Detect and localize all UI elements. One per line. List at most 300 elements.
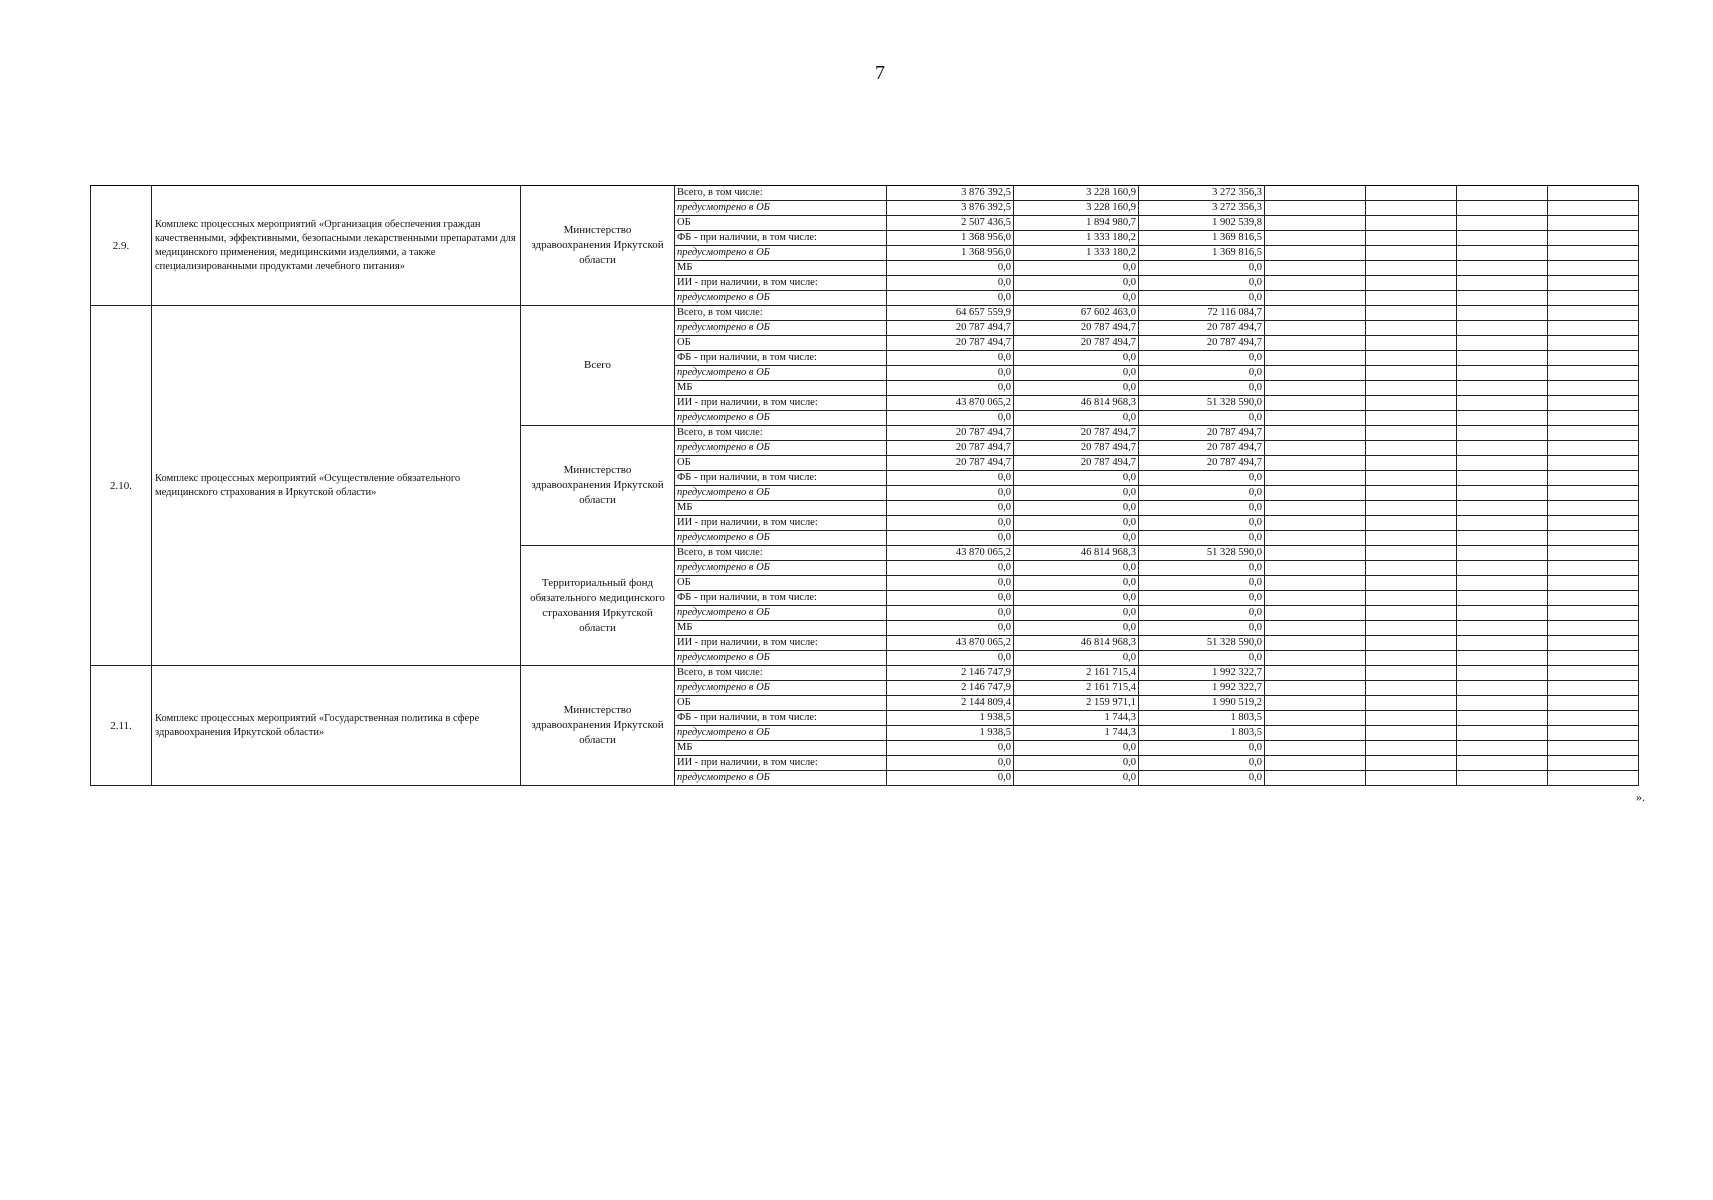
empty-cell [1457,576,1548,591]
empty-cell [1548,771,1639,786]
amount-cell: 0,0 [1139,381,1265,396]
empty-cell [1548,531,1639,546]
empty-cell [1366,501,1457,516]
empty-cell [1548,216,1639,231]
amount-cell: 43 870 065,2 [887,546,1014,561]
block-index: 2.9. [91,186,152,306]
amount-cell: 0,0 [1014,411,1139,426]
empty-cell [1457,726,1548,741]
amount-cell: 0,0 [1139,411,1265,426]
empty-cell [1548,201,1639,216]
amount-cell: 2 144 809,4 [887,696,1014,711]
executor-name: Министерство здравоохранения Иркутской области [521,426,675,546]
empty-cell [1457,321,1548,336]
amount-cell: 2 161 715,4 [1014,666,1139,681]
amount-cell: 0,0 [887,606,1014,621]
empty-cell [1548,381,1639,396]
empty-cell [1265,366,1366,381]
empty-cell [1457,741,1548,756]
empty-cell [1366,531,1457,546]
amount-cell: 72 116 084,7 [1139,306,1265,321]
empty-cell [1265,501,1366,516]
empty-cell [1548,711,1639,726]
empty-cell [1548,681,1639,696]
source-label: предусмотрено в ОБ [675,411,887,426]
amount-cell: 0,0 [887,501,1014,516]
empty-cell [1457,231,1548,246]
empty-cell [1265,261,1366,276]
empty-cell [1265,561,1366,576]
empty-cell [1548,546,1639,561]
table-row [91,666,1639,681]
empty-cell [1457,516,1548,531]
empty-cell [1548,666,1639,681]
amount-cell: 0,0 [1139,366,1265,381]
source-label: ФБ - при наличии, в том числе: [675,591,887,606]
amount-cell: 0,0 [1014,651,1139,666]
empty-cell [1457,486,1548,501]
empty-cell [1548,741,1639,756]
amount-cell: 20 787 494,7 [887,321,1014,336]
empty-cell [1366,291,1457,306]
empty-cell [1265,426,1366,441]
amount-cell: 20 787 494,7 [1014,441,1139,456]
executor-name: Всего [521,306,675,426]
amount-cell: 0,0 [1014,471,1139,486]
empty-cell [1548,291,1639,306]
empty-cell [1366,486,1457,501]
amount-cell: 67 602 463,0 [1014,306,1139,321]
empty-cell [1366,396,1457,411]
amount-cell: 3 272 356,3 [1139,186,1265,201]
amount-cell: 0,0 [887,621,1014,636]
amount-cell: 0,0 [887,576,1014,591]
empty-cell [1366,366,1457,381]
amount-cell: 46 814 968,3 [1014,396,1139,411]
empty-cell [1366,726,1457,741]
empty-cell [1366,276,1457,291]
amount-cell: 2 159 971,1 [1014,696,1139,711]
amount-cell: 1 369 816,5 [1139,246,1265,261]
empty-cell [1265,321,1366,336]
empty-cell [1366,576,1457,591]
amount-cell: 0,0 [1139,501,1265,516]
source-label: предусмотрено в ОБ [675,366,887,381]
empty-cell [1265,231,1366,246]
empty-cell [1457,681,1548,696]
source-label: ОБ [675,216,887,231]
amount-cell: 1 744,3 [1014,711,1139,726]
amount-cell: 1 990 519,2 [1139,696,1265,711]
empty-cell [1265,681,1366,696]
empty-cell [1457,276,1548,291]
amount-cell: 20 787 494,7 [1014,321,1139,336]
empty-cell [1548,651,1639,666]
amount-cell: 51 328 590,0 [1139,636,1265,651]
source-label: МБ [675,501,887,516]
amount-cell: 43 870 065,2 [887,396,1014,411]
empty-cell [1265,516,1366,531]
empty-cell [1366,561,1457,576]
financing-table [90,185,1639,786]
empty-cell [1366,681,1457,696]
empty-cell [1548,396,1639,411]
empty-cell [1548,276,1639,291]
amount-cell: 3 876 392,5 [887,201,1014,216]
source-label: ОБ [675,336,887,351]
empty-cell [1457,396,1548,411]
empty-cell [1265,336,1366,351]
empty-cell [1366,666,1457,681]
amount-cell: 0,0 [887,261,1014,276]
amount-cell: 0,0 [1139,486,1265,501]
source-label: предусмотрено в ОБ [675,246,887,261]
amount-cell: 0,0 [1139,471,1265,486]
empty-cell [1457,651,1548,666]
source-label: предусмотрено в ОБ [675,531,887,546]
empty-cell [1366,471,1457,486]
empty-cell [1457,666,1548,681]
empty-cell [1548,456,1639,471]
amount-cell: 1 894 980,7 [1014,216,1139,231]
empty-cell [1548,621,1639,636]
amount-cell: 1 992 322,7 [1139,681,1265,696]
source-label: Всего, в том числе: [675,666,887,681]
empty-cell [1366,636,1457,651]
empty-cell [1265,306,1366,321]
amount-cell: 2 161 715,4 [1014,681,1139,696]
amount-cell: 0,0 [1014,771,1139,786]
amount-cell: 0,0 [1139,531,1265,546]
executor-name: Министерство здравоохранения Иркутской области [521,186,675,306]
source-label: предусмотрено в ОБ [675,606,887,621]
amount-cell: 64 657 559,9 [887,306,1014,321]
amount-cell: 1 368 956,0 [887,231,1014,246]
empty-cell [1457,756,1548,771]
amount-cell: 3 876 392,5 [887,186,1014,201]
amount-cell: 0,0 [1014,486,1139,501]
amount-cell: 0,0 [887,486,1014,501]
empty-cell [1265,726,1366,741]
source-label: Всего, в том числе: [675,186,887,201]
source-label: предусмотрено в ОБ [675,441,887,456]
empty-cell [1457,426,1548,441]
amount-cell: 0,0 [1139,261,1265,276]
amount-cell: 0,0 [887,591,1014,606]
empty-cell [1548,726,1639,741]
empty-cell [1366,321,1457,336]
amount-cell: 46 814 968,3 [1014,636,1139,651]
amount-cell: 0,0 [887,741,1014,756]
empty-cell [1548,351,1639,366]
source-label: ФБ - при наличии, в том числе: [675,471,887,486]
empty-cell [1457,501,1548,516]
source-label: ОБ [675,576,887,591]
executor-name: Министерство здравоохранения Иркутской области [521,666,675,786]
amount-cell: 1 333 180,2 [1014,231,1139,246]
empty-cell [1548,426,1639,441]
empty-cell [1366,231,1457,246]
amount-cell: 1 938,5 [887,711,1014,726]
empty-cell [1366,336,1457,351]
amount-cell: 0,0 [1139,516,1265,531]
amount-cell: 0,0 [1014,756,1139,771]
empty-cell [1548,186,1639,201]
empty-cell [1457,216,1548,231]
empty-cell [1366,756,1457,771]
empty-cell [1457,336,1548,351]
empty-cell [1265,456,1366,471]
amount-cell: 0,0 [1014,591,1139,606]
amount-cell: 1 938,5 [887,726,1014,741]
amount-cell: 20 787 494,7 [887,336,1014,351]
empty-cell [1265,216,1366,231]
empty-cell [1265,291,1366,306]
empty-cell [1366,651,1457,666]
source-label: предусмотрено в ОБ [675,681,887,696]
empty-cell [1366,411,1457,426]
empty-cell [1548,231,1639,246]
empty-cell [1366,741,1457,756]
amount-cell: 2 146 747,9 [887,681,1014,696]
amount-cell: 0,0 [887,531,1014,546]
empty-cell [1548,501,1639,516]
empty-cell [1457,201,1548,216]
amount-cell: 1 803,5 [1139,711,1265,726]
amount-cell: 1 992 322,7 [1139,666,1265,681]
amount-cell: 20 787 494,7 [1139,321,1265,336]
empty-cell [1366,201,1457,216]
source-label: предусмотрено в ОБ [675,651,887,666]
source-label: предусмотрено в ОБ [675,321,887,336]
amount-cell: 0,0 [1139,651,1265,666]
source-label: ИИ - при наличии, в том числе: [675,396,887,411]
amount-cell: 20 787 494,7 [887,441,1014,456]
empty-cell [1548,471,1639,486]
amount-cell: 20 787 494,7 [887,456,1014,471]
amount-cell: 0,0 [1139,291,1265,306]
empty-cell [1265,621,1366,636]
amount-cell: 0,0 [1014,381,1139,396]
empty-cell [1366,546,1457,561]
empty-cell [1457,441,1548,456]
empty-cell [1265,276,1366,291]
amount-cell: 1 744,3 [1014,726,1139,741]
amount-cell: 0,0 [1014,501,1139,516]
empty-cell [1548,246,1639,261]
empty-cell [1366,711,1457,726]
empty-cell [1265,351,1366,366]
source-label: ИИ - при наличии, в том числе: [675,756,887,771]
empty-cell [1548,261,1639,276]
empty-cell [1548,306,1639,321]
source-label: предусмотрено в ОБ [675,291,887,306]
empty-cell [1265,471,1366,486]
block-name: Комплекс процессных мероприятий «Государственная политика в сфере здравоохранения Иркутской области» [152,666,521,786]
block-name: Комплекс процессных мероприятий «Организация обеспечения граждан качественными, эффективными, безопасными лекарственными препаратами для медицинского применения, медицинскими изделиями, а также специализированными продуктами лечебного питания» [152,186,521,306]
empty-cell [1265,546,1366,561]
source-label: ОБ [675,696,887,711]
amount-cell: 0,0 [1014,516,1139,531]
empty-cell [1457,636,1548,651]
source-label: предусмотрено в ОБ [675,486,887,501]
empty-cell [1457,561,1548,576]
amount-cell: 20 787 494,7 [1139,426,1265,441]
page-number: 7 [875,62,885,84]
amount-cell: 20 787 494,7 [1014,426,1139,441]
table-row [91,306,1639,321]
amount-cell: 20 787 494,7 [1139,456,1265,471]
amount-cell: 0,0 [1014,531,1139,546]
empty-cell [1265,651,1366,666]
empty-cell [1457,591,1548,606]
source-label: Всего, в том числе: [675,426,887,441]
source-label: предусмотрено в ОБ [675,771,887,786]
empty-cell [1366,606,1457,621]
empty-cell [1457,771,1548,786]
empty-cell [1457,606,1548,621]
amount-cell: 0,0 [887,351,1014,366]
empty-cell [1265,381,1366,396]
empty-cell [1457,621,1548,636]
empty-cell [1265,711,1366,726]
amount-cell: 20 787 494,7 [1139,336,1265,351]
empty-cell [1457,366,1548,381]
amount-cell: 1 803,5 [1139,726,1265,741]
amount-cell: 46 814 968,3 [1014,546,1139,561]
empty-cell [1457,456,1548,471]
source-label: ОБ [675,456,887,471]
empty-cell [1366,306,1457,321]
empty-cell [1265,636,1366,651]
empty-cell [1548,756,1639,771]
amount-cell: 0,0 [1014,606,1139,621]
amount-cell: 51 328 590,0 [1139,546,1265,561]
empty-cell [1265,576,1366,591]
empty-cell [1366,441,1457,456]
empty-cell [1265,771,1366,786]
amount-cell: 0,0 [1139,741,1265,756]
amount-cell: 0,0 [887,471,1014,486]
empty-cell [1457,711,1548,726]
amount-cell: 43 870 065,2 [887,636,1014,651]
empty-cell [1457,291,1548,306]
source-label: ФБ - при наличии, в том числе: [675,711,887,726]
amount-cell: 2 146 747,9 [887,666,1014,681]
amount-cell: 20 787 494,7 [1014,456,1139,471]
empty-cell [1548,591,1639,606]
amount-cell: 0,0 [1139,351,1265,366]
executor-name: Территориальный фонд обязательного медицинского страхования Иркутской области [521,546,675,666]
source-label: МБ [675,741,887,756]
amount-cell: 0,0 [1014,741,1139,756]
amount-cell: 0,0 [1139,771,1265,786]
empty-cell [1548,441,1639,456]
empty-cell [1457,306,1548,321]
empty-cell [1265,531,1366,546]
amount-cell: 0,0 [887,516,1014,531]
empty-cell [1548,486,1639,501]
amount-cell: 3 228 160,9 [1014,186,1139,201]
empty-cell [1457,531,1548,546]
empty-cell [1457,546,1548,561]
amount-cell: 1 902 539,8 [1139,216,1265,231]
source-label: ФБ - при наличии, в том числе: [675,231,887,246]
amount-cell: 0,0 [1014,621,1139,636]
amount-cell: 0,0 [1014,561,1139,576]
empty-cell [1265,486,1366,501]
empty-cell [1366,456,1457,471]
empty-cell [1366,516,1457,531]
block-name: Комплекс процессных мероприятий «Осуществление обязательного медицинского страхования в Иркутской области» [152,306,521,666]
empty-cell [1457,471,1548,486]
amount-cell: 0,0 [887,561,1014,576]
empty-cell [1457,411,1548,426]
empty-cell [1265,591,1366,606]
empty-cell [1548,336,1639,351]
amount-cell: 0,0 [887,366,1014,381]
amount-cell: 0,0 [887,771,1014,786]
amount-cell: 0,0 [1139,621,1265,636]
empty-cell [1265,696,1366,711]
empty-cell [1457,696,1548,711]
source-label: Всего, в том числе: [675,546,887,561]
amount-cell: 0,0 [1014,351,1139,366]
source-label: ИИ - при наличии, в том числе: [675,636,887,651]
amount-cell: 0,0 [1139,606,1265,621]
amount-cell: 0,0 [887,381,1014,396]
empty-cell [1548,696,1639,711]
amount-cell: 0,0 [1014,366,1139,381]
source-label: ИИ - при наличии, в том числе: [675,276,887,291]
amount-cell: 20 787 494,7 [1014,336,1139,351]
empty-cell [1265,441,1366,456]
empty-cell [1548,636,1639,651]
amount-cell: 20 787 494,7 [887,426,1014,441]
empty-cell [1457,351,1548,366]
empty-cell [1548,561,1639,576]
empty-cell [1457,186,1548,201]
amount-cell: 0,0 [1139,276,1265,291]
amount-cell: 51 328 590,0 [1139,396,1265,411]
amount-cell: 2 507 436,5 [887,216,1014,231]
empty-cell [1548,321,1639,336]
amount-cell: 0,0 [1139,756,1265,771]
empty-cell [1366,771,1457,786]
amount-cell: 1 333 180,2 [1014,246,1139,261]
amount-cell: 20 787 494,7 [1139,441,1265,456]
amount-cell: 0,0 [887,411,1014,426]
empty-cell [1265,201,1366,216]
amount-cell: 0,0 [887,276,1014,291]
source-label: ФБ - при наличии, в том числе: [675,351,887,366]
empty-cell [1366,261,1457,276]
amount-cell: 0,0 [887,291,1014,306]
block-index: 2.11. [91,666,152,786]
amount-cell: 0,0 [1014,291,1139,306]
amount-cell: 0,0 [887,651,1014,666]
amount-cell: 0,0 [1014,276,1139,291]
empty-cell [1366,621,1457,636]
source-label: предусмотрено в ОБ [675,201,887,216]
amount-cell: 3 228 160,9 [1014,201,1139,216]
source-label: предусмотрено в ОБ [675,561,887,576]
empty-cell [1265,186,1366,201]
table-body [91,186,1639,786]
table-row [91,186,1639,201]
empty-cell [1457,261,1548,276]
amount-cell: 1 368 956,0 [887,246,1014,261]
